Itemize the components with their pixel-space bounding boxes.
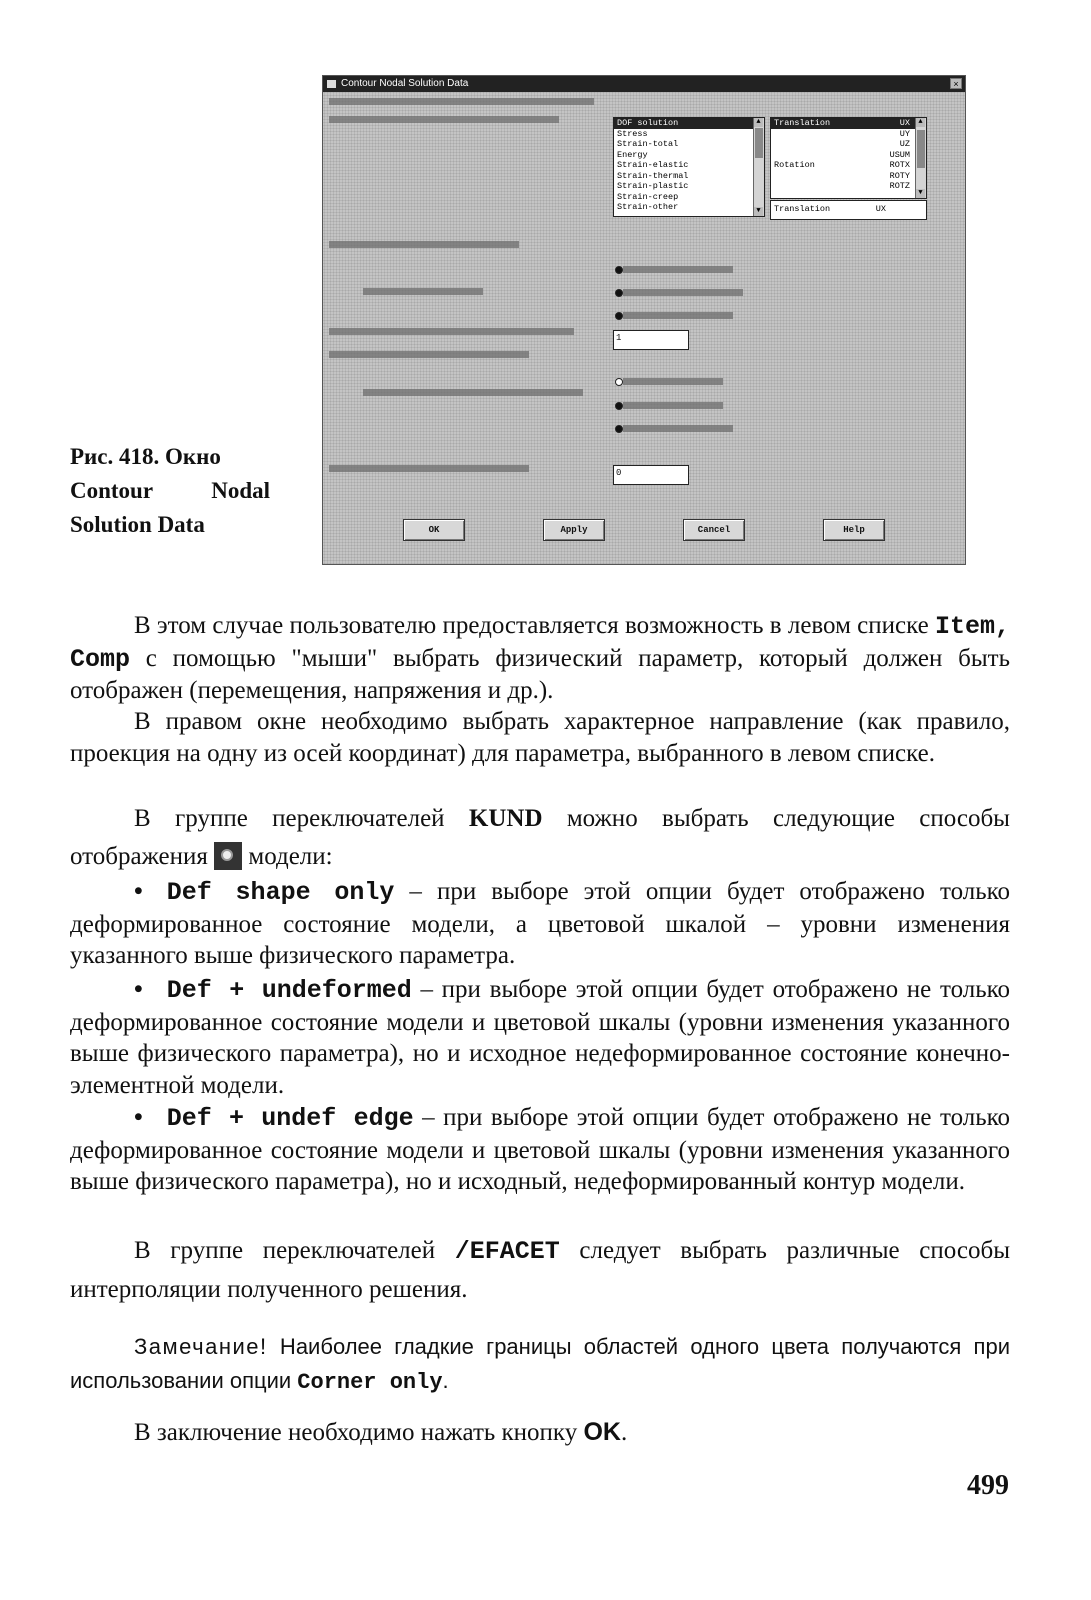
item-list-option[interactable]: Strain-thermal — [617, 170, 689, 181]
paragraph-1 — [70, 610, 1010, 707]
final-text-b: . — [620, 1419, 628, 1446]
label-blur — [363, 288, 483, 295]
comp-list-scrollbar[interactable] — [915, 118, 926, 198]
comp-list-option[interactable] — [771, 129, 926, 140]
item-list-option[interactable]: Strain-creep — [617, 191, 679, 202]
comp-list-option[interactable] — [771, 181, 926, 192]
p3-text-a: В группе переключателей — [134, 805, 469, 832]
efacet-radio-1[interactable] — [615, 378, 623, 386]
comp-list-option[interactable] — [771, 150, 926, 161]
bullet-dot: • — [134, 1104, 143, 1131]
caption-word-contour: Contour — [70, 478, 154, 503]
label-blur — [329, 116, 559, 123]
label-blur — [329, 98, 594, 105]
label-blur — [329, 241, 519, 248]
b1-code: Def shape only — [166, 878, 395, 907]
ok-button[interactable]: OK — [403, 519, 465, 541]
item-list-option[interactable]: Strain-total — [617, 139, 679, 149]
comp-label: ROTX — [889, 160, 910, 170]
page-number: 499 — [967, 1470, 1009, 1501]
comp-label: ROTY — [889, 170, 910, 181]
p4-text-a: В группе переключателей — [134, 1237, 455, 1264]
note-text-a: Наиболее гладкие границы областей одного цвета получаются при использовании опции — [70, 1334, 1010, 1393]
b3-code: Def + undef edge — [166, 1104, 414, 1133]
note-code: Corner only — [297, 1370, 443, 1395]
comp-group-label: Rotation — [774, 160, 815, 170]
p1-text-a: В этом случае пользователю предоставляется возможность в левом списке — [134, 612, 935, 639]
bullet-dot: • — [134, 976, 143, 1003]
p1-text-b: с помощью "мыши" выбрать физический параметр, который должен быть отображен (перемещения, напряжения и др.). — [70, 644, 1010, 704]
item-list-option[interactable]: Strain-elastic — [617, 160, 689, 170]
note-text-b: . — [442, 1368, 449, 1393]
scale-input[interactable]: 1 — [613, 330, 689, 350]
p3-text-c: модели: — [242, 843, 333, 870]
item-list-option[interactable]: Strain-plastic — [617, 181, 689, 191]
comp-list-option[interactable] — [771, 160, 926, 171]
bullet-dot: • — [134, 878, 143, 905]
figure-caption — [70, 440, 270, 542]
label-blur — [363, 389, 583, 396]
p1-code: Item, Comp — [70, 612, 1010, 674]
bullet-def-undeformed — [70, 974, 1010, 1101]
scroll-up-icon[interactable]: ▲ — [916, 118, 925, 127]
kund-radio-1[interactable] — [615, 266, 623, 274]
dialog-titlebar — [323, 76, 965, 92]
b2-text: – при выборе этой опции будет отображено не только деформированное состояние модели и цветовой шкалы (уровни изменения указанного выше физического параметра), но и исходное недеформированное состояние конечно-элементной модели. — [70, 976, 1010, 1099]
caption-word-nodal: Nodal — [211, 478, 270, 503]
item-list-scrollbar[interactable] — [753, 118, 764, 216]
p4-text-b: следует выбрать различные способы интерполяции полученного решения. — [70, 1237, 1010, 1303]
scroll-down-icon[interactable]: ▼ — [916, 189, 925, 198]
caption-line-3: Solution Data — [70, 512, 205, 537]
p3-kund: KUND — [468, 805, 543, 832]
cancel-button[interactable]: Cancel — [683, 519, 745, 541]
b1-text: – при выборе этой опции будет отображено только деформированное состояние модели, а цветовой шкалой – уровни изменения указанного выше физического параметра. — [70, 878, 1010, 969]
caption-line-1: Рис. 418. Окно — [70, 444, 221, 469]
b2-code: Def + undeformed — [166, 976, 412, 1005]
comp-selection-field[interactable] — [770, 200, 927, 220]
comp-list-option[interactable] — [771, 171, 926, 182]
label-blur — [623, 289, 743, 296]
p4-code: /EFACET — [454, 1237, 560, 1266]
comp-group-label: Translation — [774, 118, 831, 128]
close-button[interactable]: × — [950, 78, 962, 89]
apply-button[interactable]: Apply — [543, 519, 605, 541]
comp-label: UX — [899, 118, 910, 128]
paragraph-2: В правом окне необходимо выбрать характерное направление (как правило, проекция на одну из осей координат) для параметра, выбранного в левом списке. — [70, 708, 1010, 767]
p3-text-b: можно выбрать следующие способы отображения — [70, 805, 1010, 870]
comp-label: UZ — [899, 139, 910, 149]
selection-comp: UX — [875, 204, 886, 214]
paragraph-3 — [70, 800, 1010, 876]
label-blur — [329, 465, 529, 472]
b3-text: – при выборе этой опции будет отображено не только деформированное состояние модели и цветовой шкалы (уровни изменения указанного выше физического параметра), но и исходный, недеформированный контур модели. — [70, 1104, 1010, 1195]
comp-label: USUM — [889, 149, 910, 160]
efacet-radio-2[interactable] — [615, 402, 623, 410]
caption-line-2 — [70, 474, 270, 508]
item-list-option[interactable]: Stress — [617, 128, 648, 139]
kund-radio-3[interactable] — [615, 312, 623, 320]
label-blur — [623, 402, 723, 409]
contour-nodal-dialog — [322, 75, 966, 565]
item-list-option[interactable]: DOF solution — [614, 118, 764, 129]
selection-group: Translation — [774, 204, 831, 214]
label-blur — [329, 328, 574, 335]
note — [70, 1330, 1010, 1400]
final-ok: OK — [583, 1418, 621, 1446]
efacet-radio-3[interactable] — [615, 425, 623, 433]
label-blur — [623, 425, 733, 432]
paragraph-4 — [70, 1232, 1010, 1309]
plot-results-icon — [214, 842, 242, 870]
dialog-title: Contour Nodal Solution Data — [341, 78, 469, 89]
help-button[interactable]: Help — [823, 519, 885, 541]
bullet-def-undef-edge — [70, 1102, 1010, 1198]
avg-input[interactable]: 0 — [613, 465, 689, 485]
final-text-a: В заключение необходимо нажать кнопку — [134, 1419, 584, 1446]
item-list-option[interactable]: Energy — [617, 149, 648, 160]
label-blur — [329, 351, 529, 358]
note-label: Замечание! — [134, 1334, 268, 1359]
comp-label: UY — [899, 128, 910, 139]
kund-radio-2[interactable] — [615, 289, 623, 297]
item-list[interactable] — [613, 117, 765, 217]
comp-list-option[interactable] — [771, 118, 926, 129]
window-icon — [327, 80, 336, 88]
final-line — [134, 1415, 627, 1450]
item-list-option[interactable]: Strain-other — [617, 202, 679, 212]
label-blur — [623, 378, 723, 385]
bullet-def-shape-only — [70, 876, 1010, 972]
scroll-up-icon[interactable]: ▲ — [754, 118, 763, 127]
comp-list-option[interactable] — [771, 139, 926, 150]
comp-label: ROTZ — [889, 181, 910, 191]
label-blur — [623, 312, 733, 319]
label-blur — [623, 266, 733, 273]
comp-list[interactable] — [770, 117, 927, 199]
scroll-down-icon[interactable]: ▼ — [754, 207, 763, 216]
